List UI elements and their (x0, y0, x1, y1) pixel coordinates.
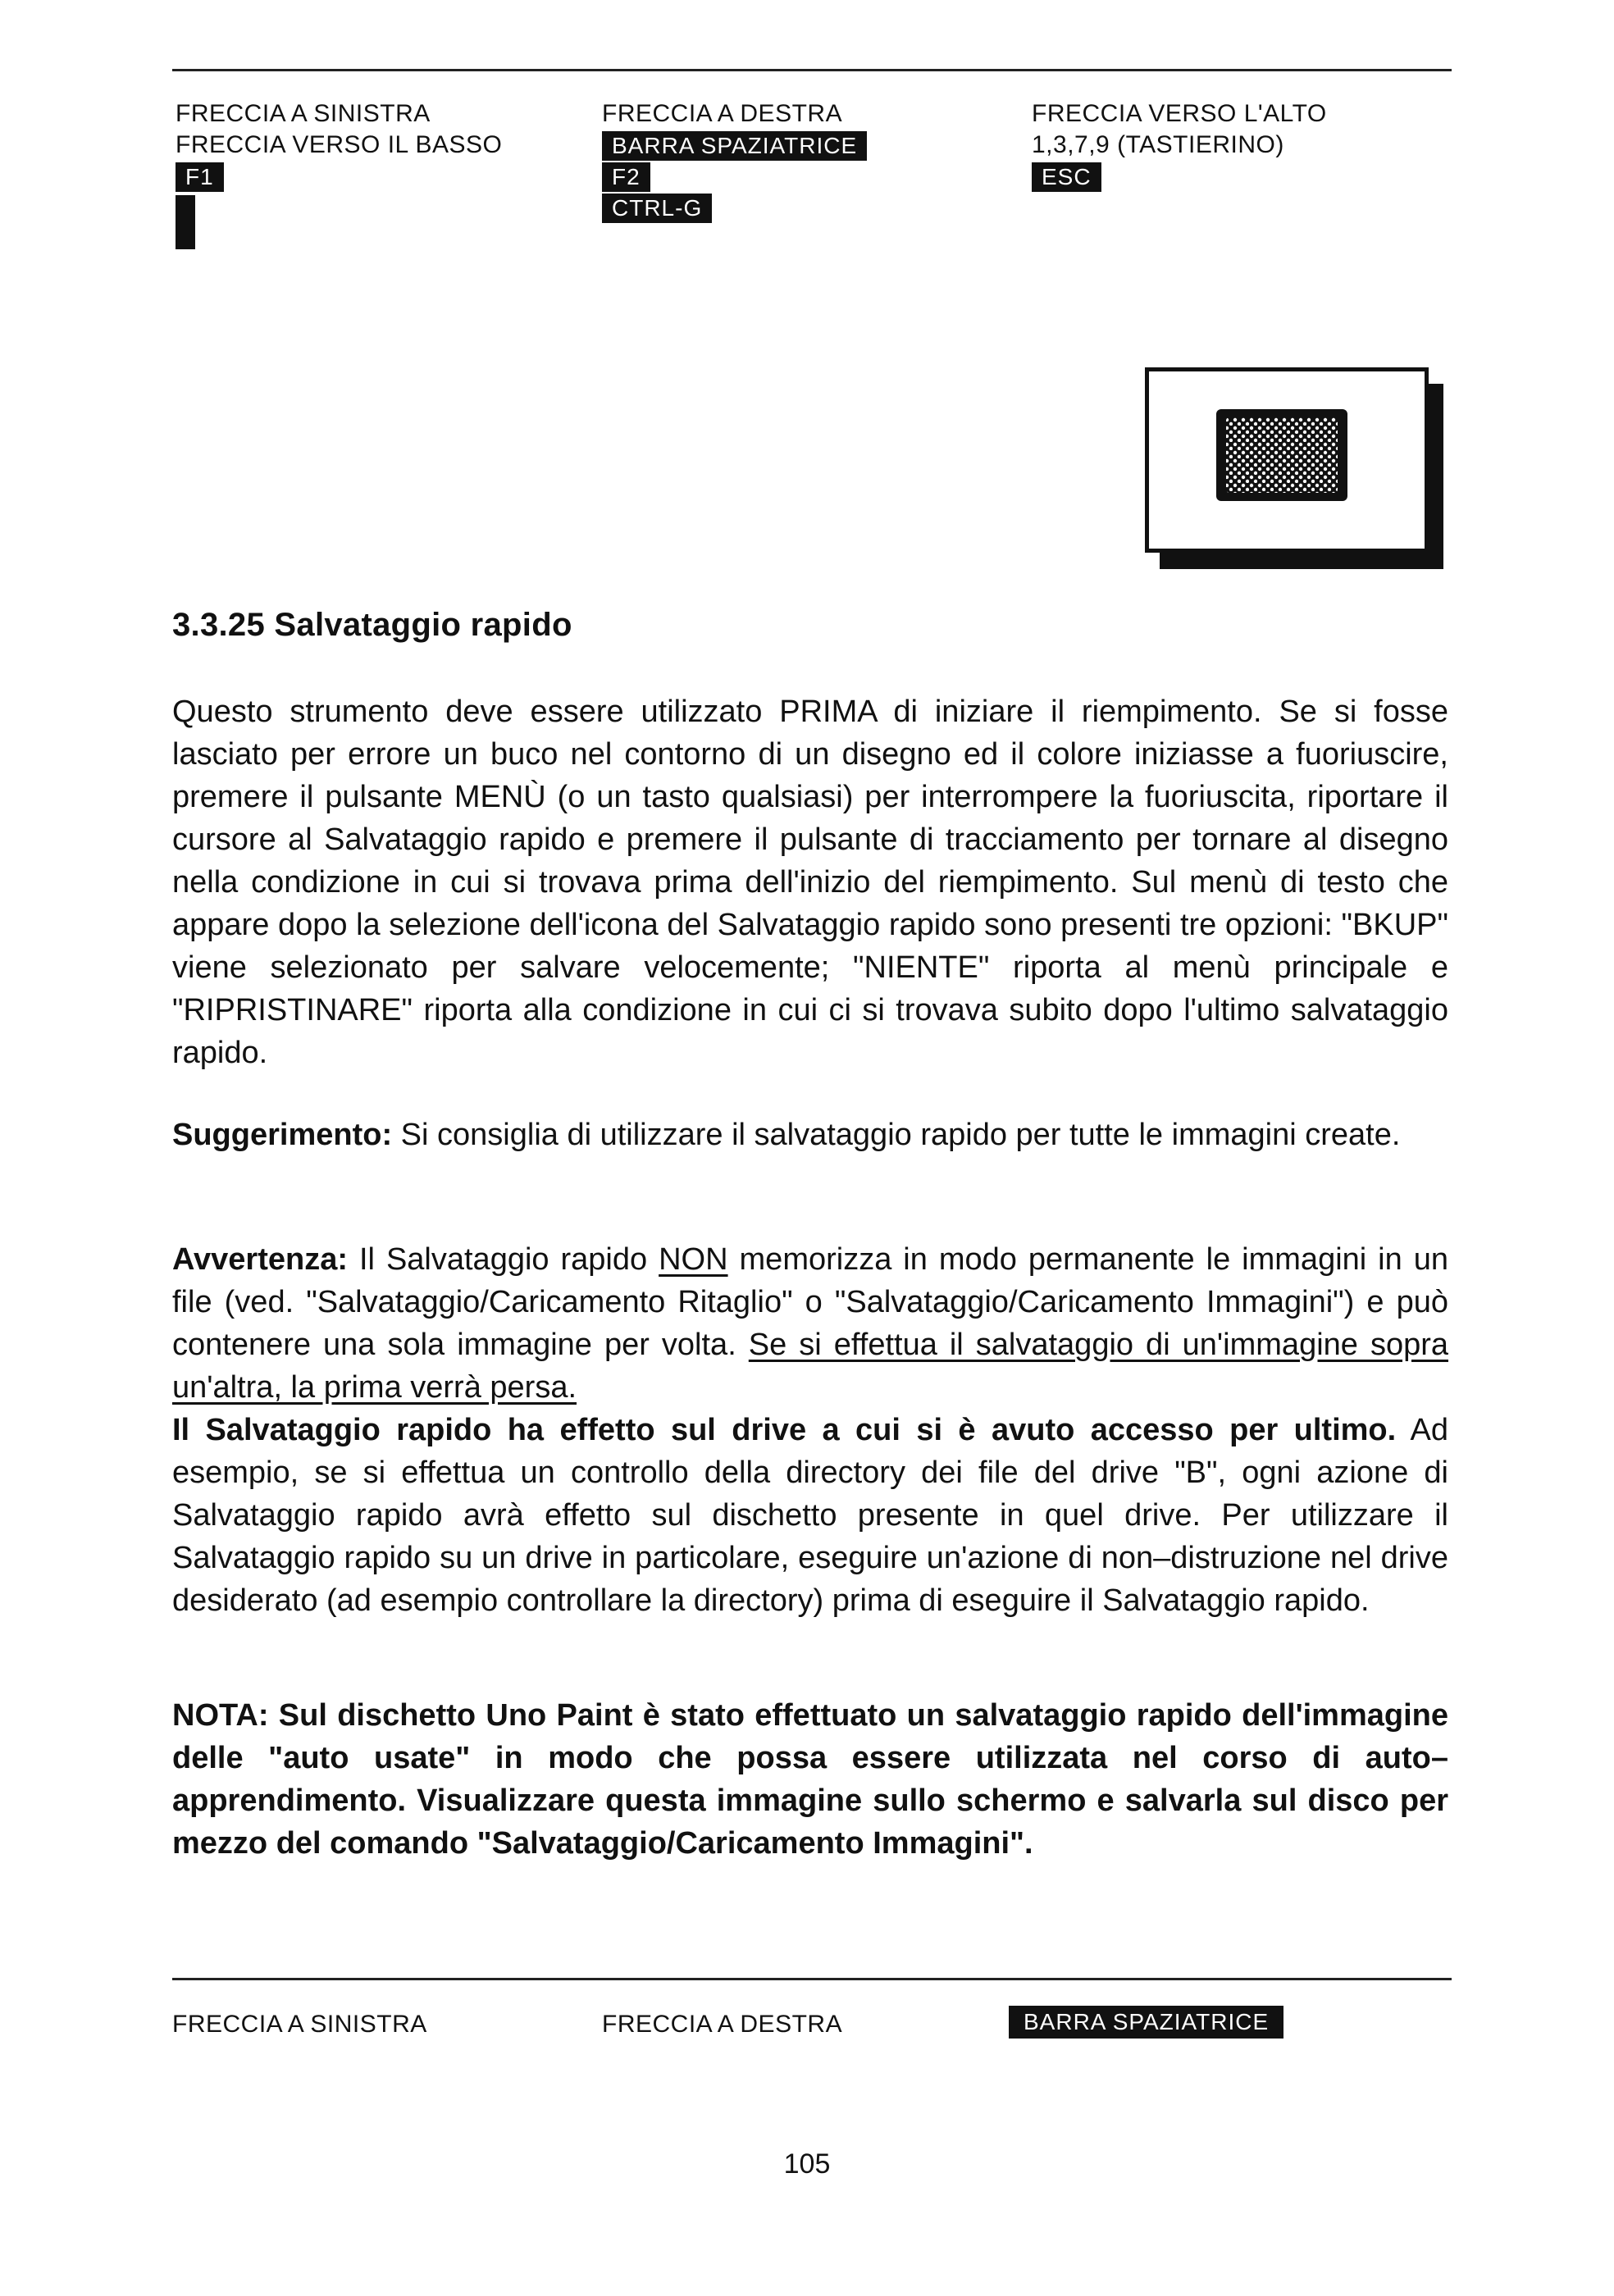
bottom-rule (172, 1978, 1452, 1980)
key-label-right-arrow: FRECCIA A DESTRA (602, 100, 843, 127)
key-f1: F1 (176, 162, 224, 192)
quick-save-icon (1216, 409, 1347, 501)
warning-text-b: memorizza in modo permanente le immagini in un file (ved. "Salvataggio/Caricamento Ritaglio" o "Salvataggio/Caricamento Immagini") e può contenere una sola immagine per volta. (172, 1242, 1448, 1362)
page-number: 105 (783, 2148, 831, 2180)
paragraph-description: Questo strumento deve essere utilizzato PRIMA di iniziare il riempimento. Se si fosse lasciato per errore un buco nel contorno di un disegno ed il colore iniziasse a fuoriuscire, premere il pulsante MENÙ (o un tasto qualsiasi) per interrompere la fuoriuscita, riportare il cursore al Salvataggio rapido e premere il pulsante di tracciamento per tornare al disegno nella condizione in cui si trovava prima dell'inizio del riempimento. Sul menù di testo che appare dopo la selezione dell'icona del Salvataggio rapido sono presenti tre opzioni: "BKUP" viene selezionato per salvare velocemente; "NIENTE" riporta al menù principale e "RIPRISTINARE" riporta alla condizione in cui ci si trovava subito dopo l'ultimo salvataggio rapido. (172, 695, 1448, 1070)
paragraph-warning (172, 1238, 1448, 1622)
suggestion-text: Si consiglia di utilizzare il salvataggio rapido per tutte le immagini create. (392, 1118, 1401, 1152)
key-f2: F2 (602, 162, 650, 192)
header-column-middle (602, 98, 867, 223)
suggestion-label: Suggerimento: (172, 1118, 393, 1152)
warning-label: Avvertenza: (172, 1242, 349, 1277)
key-label-up-arrow: FRECCIA VERSO L'ALTO (1032, 100, 1327, 127)
warning-text-c: Ad esempio, se si effettua un controllo della directory dei file del drive "B", ogni azione di Salvataggio rapido avrà effetto sul dischetto presente in quel drive. Per utilizzare il Salvataggio rapido su un drive in particolare, eseguire un'azione di non–distruzione nel drive desiderato (ad esempio controllare la directory) prima di eseguire il Salvataggio rapido. (172, 1413, 1448, 1618)
key-stack-middle (602, 130, 867, 223)
key-stack-right (1032, 161, 1327, 192)
key-label-down-arrow: FRECCIA VERSO IL BASSO (176, 131, 503, 158)
footer-left-arrow: FRECCIA A SINISTRA (172, 2011, 427, 2038)
key-esc: ESC (1032, 162, 1101, 192)
header-column-left (176, 98, 502, 249)
key-label-keypad: 1,3,7,9 (TASTIERINO) (1032, 131, 1284, 158)
key-block (176, 195, 195, 249)
key-spacebar: BARRA SPAZIATRICE (602, 131, 867, 161)
header-column-right (1032, 98, 1327, 192)
key-stack-left (176, 161, 502, 249)
paragraph-suggestion (172, 1114, 1448, 1156)
key-label-left-arrow: FRECCIA A SINISTRA (176, 100, 431, 127)
footer-spacebar-key: BARRA SPAZIATRICE (1009, 2006, 1283, 2039)
footer-right-arrow: FRECCIA A DESTRA (602, 2011, 843, 2038)
warning-non: NON (659, 1242, 728, 1277)
section-heading: 3.3.25 Salvataggio rapido (172, 607, 572, 643)
quick-save-icon-illustration (1145, 367, 1429, 553)
key-ctrl-g: CTRL-G (602, 194, 712, 223)
warning-underlined: Se si effettua il salvataggio di un'immagine sopra un'altra, la prima verrà persa. (172, 1328, 1448, 1405)
warning-bold: Il Salvataggio rapido ha effetto sul drive a cui si è avuto accesso per ultimo. (172, 1413, 1397, 1447)
warning-text-a: Il Salvataggio rapido (348, 1242, 659, 1277)
paragraph-note: NOTA: Sul dischetto Uno Paint è stato effettuato un salvataggio rapido dell'immagine delle "auto usate" in modo che possa essere utilizzata nel corso di auto–apprendimento. Visualizzare questa immagine sullo schermo e salvarla sul disco per mezzo del comando "Salvataggio/Caricamento Immagini". (172, 1698, 1448, 1861)
top-rule (172, 69, 1452, 71)
